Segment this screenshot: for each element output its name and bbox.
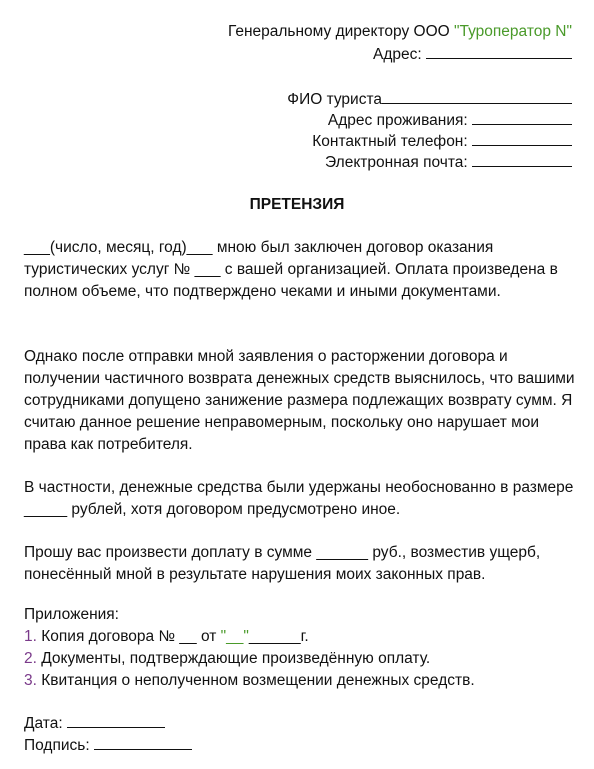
paragraph-3: В частности, денежные средства были удержаны необоснованно в размере _____ рублей, хотя договором предусмотрено иное. <box>24 479 574 518</box>
residence-label: Адрес проживания: <box>327 112 468 129</box>
attachment-text: Документы, подтверждающие произведённую оплату. <box>41 650 431 667</box>
email-blank[interactable] <box>472 151 572 167</box>
signature-blank[interactable] <box>94 734 192 750</box>
attachment-number: 1. <box>24 628 37 645</box>
phone-blank[interactable] <box>472 130 572 146</box>
attachment-number: 2. <box>24 650 37 667</box>
date-blank[interactable] <box>67 712 165 728</box>
fio-label: ФИО туриста <box>287 91 382 108</box>
date-label: Дата: <box>24 715 63 732</box>
attachment-quote: "__" <box>220 628 249 645</box>
attachments-heading: Приложения: <box>24 606 119 623</box>
attachment-prefix: Копия договора № __ от <box>41 628 221 645</box>
phone-line <box>312 130 572 152</box>
paragraph-1: ___(число, месяц, год)___ мною был заключен договор оказания туристических услуг № ___ с вашей организацией. Оплата произведена в полном объеме, что подтверждено чеками и иными документами. <box>24 239 558 300</box>
fio-line <box>287 88 572 110</box>
paragraph-4: Прошу вас произвести доплату в сумме ______ руб., возместив ущерб, понесённый мной в результате нарушения моих законных прав. <box>24 544 541 583</box>
date-line <box>24 712 165 735</box>
residence-blank[interactable] <box>472 109 572 125</box>
attachment-suffix: ______г. <box>248 628 309 645</box>
attachment-item-2 <box>24 648 430 670</box>
attachment-item-1 <box>24 626 309 648</box>
address-blank[interactable] <box>426 43 572 59</box>
signature-line <box>24 734 192 757</box>
paragraph-2: Однако после отправки мной заявления о расторжении договора и получении частичного возврата денежных средств выяснилось, что вашими сотрудниками допущено занижение размера подлежащих возврату сумм. Я считаю данное решение неправомерным, поскольку оно нарушает мои права как потребителя. <box>24 348 575 453</box>
phone-label: Контактный телефон: <box>312 133 468 150</box>
addressee-line <box>228 22 572 42</box>
document-title: ПРЕТЕНЗИЯ <box>249 196 345 213</box>
email-line <box>325 151 572 173</box>
attachment-text: Квитанция о неполученном возмещении денежных средств. <box>41 672 475 689</box>
address-line <box>373 43 572 65</box>
attachment-number: 3. <box>24 672 37 689</box>
addressee-prefix: Генеральному директору ООО <box>227 23 454 40</box>
residence-line <box>328 109 572 131</box>
company-name: "Туроператор N" <box>454 23 572 40</box>
address-label: Адрес: <box>373 46 422 63</box>
fio-blank[interactable] <box>382 88 572 104</box>
signature-label: Подпись: <box>24 737 90 754</box>
attachment-item-3 <box>24 670 475 692</box>
email-label: Электронная почта: <box>325 154 468 171</box>
